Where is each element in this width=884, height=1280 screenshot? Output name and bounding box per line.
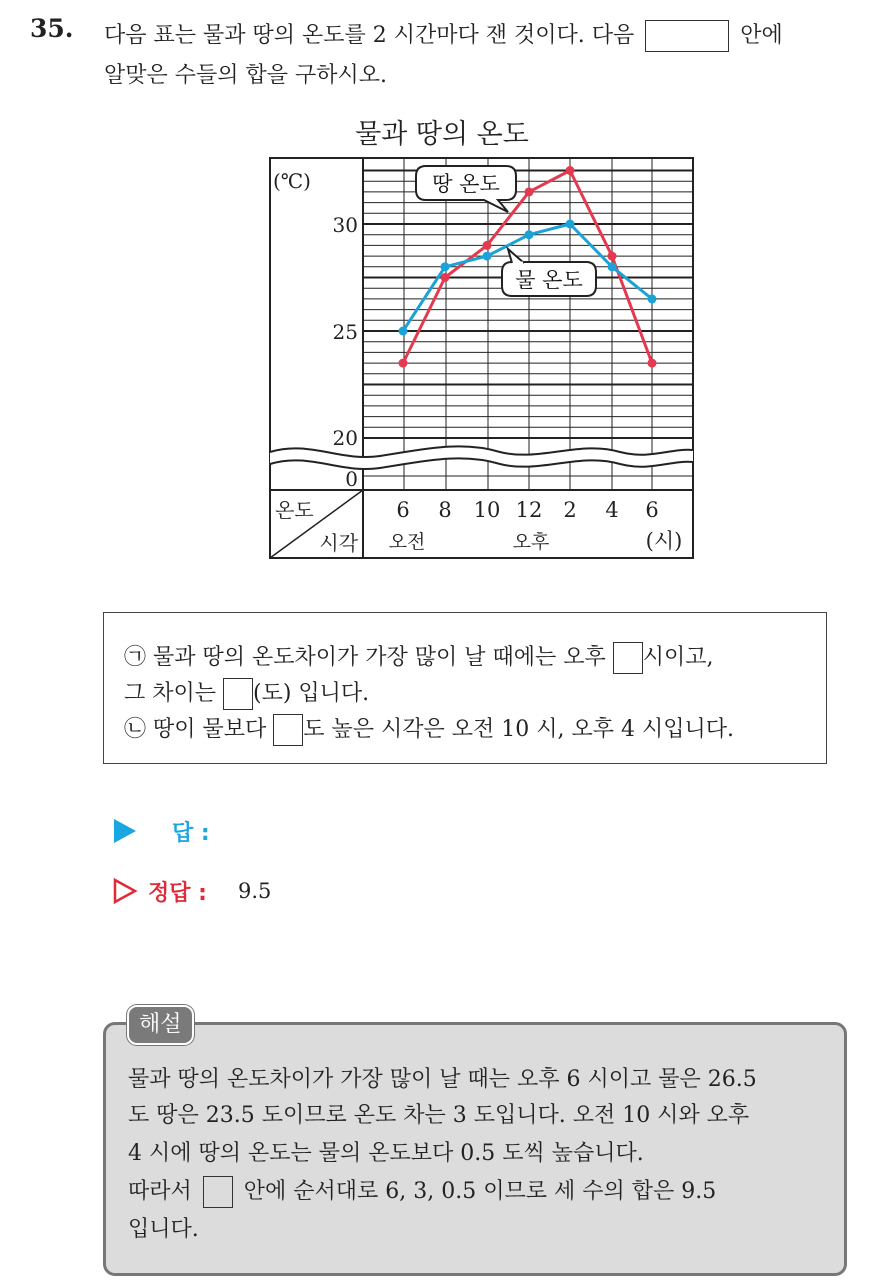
explanation-line-4 <box>128 1174 716 1208</box>
explanation-text-b: 안에 순서대로 6, 3, 0.5 이므로 세 수의 합은 9.5 <box>243 1179 717 1204</box>
x-group-pm: 오후 <box>512 531 550 553</box>
y-unit-label: (℃) <box>273 169 311 193</box>
y-tick-30: 30 <box>332 213 358 237</box>
x-unit-label: (시) <box>645 529 683 553</box>
question-number: 35. <box>30 14 74 43</box>
y-tick-25: 25 <box>332 320 358 344</box>
x-tick-label: 6 <box>396 498 410 522</box>
condition-1-text-c: 그 차이는 <box>124 681 217 706</box>
condition-2-text-a: 땅이 물보다 <box>153 717 267 742</box>
chart-title: 물과 땅의 온도 <box>355 119 529 150</box>
x-tick-label: 6 <box>645 498 659 522</box>
question-line-2: 알맞은 수들의 합을 구하시오. <box>104 63 387 88</box>
explanation-line-1: 물과 땅의 온도차이가 가장 많이 날 때는 오후 6 시이고 물은 26.5 <box>128 1067 757 1092</box>
explanation-tab: 해설 <box>127 1005 194 1045</box>
condition-1-text-b: 시이고, <box>642 645 714 670</box>
data-point-series-1 <box>483 252 492 261</box>
y-tick-0: 0 <box>345 467 358 491</box>
answer-label: 답 : <box>172 821 210 846</box>
temperature-chart <box>0 0 884 600</box>
data-point-series-0 <box>441 273 450 282</box>
data-point-series-0 <box>608 252 617 261</box>
correct-answer-value: 9.5 <box>238 879 272 903</box>
explanation-text-a: 따라서 <box>128 1179 192 1204</box>
correct-answer-label: 정답 : <box>148 881 207 906</box>
data-point-series-1 <box>441 262 450 271</box>
answer-arrow-icon <box>112 817 138 845</box>
data-point-series-1 <box>525 230 534 239</box>
data-point-series-0 <box>399 359 408 368</box>
x-tick-label: 8 <box>438 498 452 522</box>
condition-1-text-a: 물과 땅의 온도차이가 가장 많이 날 때에는 오후 <box>153 645 606 670</box>
x-tick-label: 2 <box>563 498 577 522</box>
data-point-series-1 <box>608 262 617 271</box>
data-point-series-0 <box>525 187 534 196</box>
data-point-series-1 <box>566 220 575 229</box>
y-tick-20: 20 <box>332 426 358 450</box>
condition-1-blank-1 <box>613 642 643 674</box>
correct-arrow-icon <box>112 877 138 905</box>
callout-ground-temp <box>416 166 516 212</box>
x-group-am: 오전 <box>388 531 426 553</box>
data-point-series-0 <box>566 166 575 175</box>
explanation-blank <box>203 1176 233 1208</box>
question-text-a: 다음 표는 물과 땅의 온도를 2 시간마다 잰 것이다. 다음 <box>104 23 635 48</box>
explanation-line-5: 입니다. <box>128 1217 199 1242</box>
data-point-series-1 <box>648 294 657 303</box>
chart-grid <box>363 158 693 490</box>
data-point-series-0 <box>483 241 492 250</box>
condition-2-blank <box>273 714 303 746</box>
data-point-series-1 <box>399 327 408 336</box>
corner-label-temperature: 온도 <box>275 498 314 522</box>
condition-1-mark: ㉠ <box>124 645 147 670</box>
condition-2-mark: ㉡ <box>124 717 147 742</box>
question-text-b: 안에 <box>740 23 783 48</box>
x-tick-label: 12 <box>515 498 543 522</box>
legend-ground-temp: 땅 온도 <box>432 172 500 196</box>
condition-2-line <box>124 712 734 746</box>
explanation-line-2: 도 땅은 23.5 도이므로 온도 차는 3 도입니다. 오전 10 시와 오후 <box>128 1103 750 1128</box>
legend-water-temp: 물 온도 <box>515 268 583 292</box>
condition-1-line-1 <box>124 640 714 674</box>
condition-1-blank-2 <box>223 678 253 710</box>
explanation-line-3: 4 시에 땅의 온도는 물의 온도보다 0.5 도씩 높습니다. <box>128 1141 644 1166</box>
x-tick-label: 10 <box>473 498 501 522</box>
data-point-series-0 <box>648 359 657 368</box>
condition-2-text-b: 도 높은 시각은 오전 10 시, 오후 4 시입니다. <box>303 717 734 742</box>
corner-label-time: 시각 <box>319 531 358 555</box>
x-tick-labels <box>396 498 658 522</box>
condition-1-text-d: (도) 입니다. <box>253 681 370 706</box>
x-tick-label: 4 <box>605 498 619 522</box>
condition-1-line-2 <box>124 676 369 710</box>
